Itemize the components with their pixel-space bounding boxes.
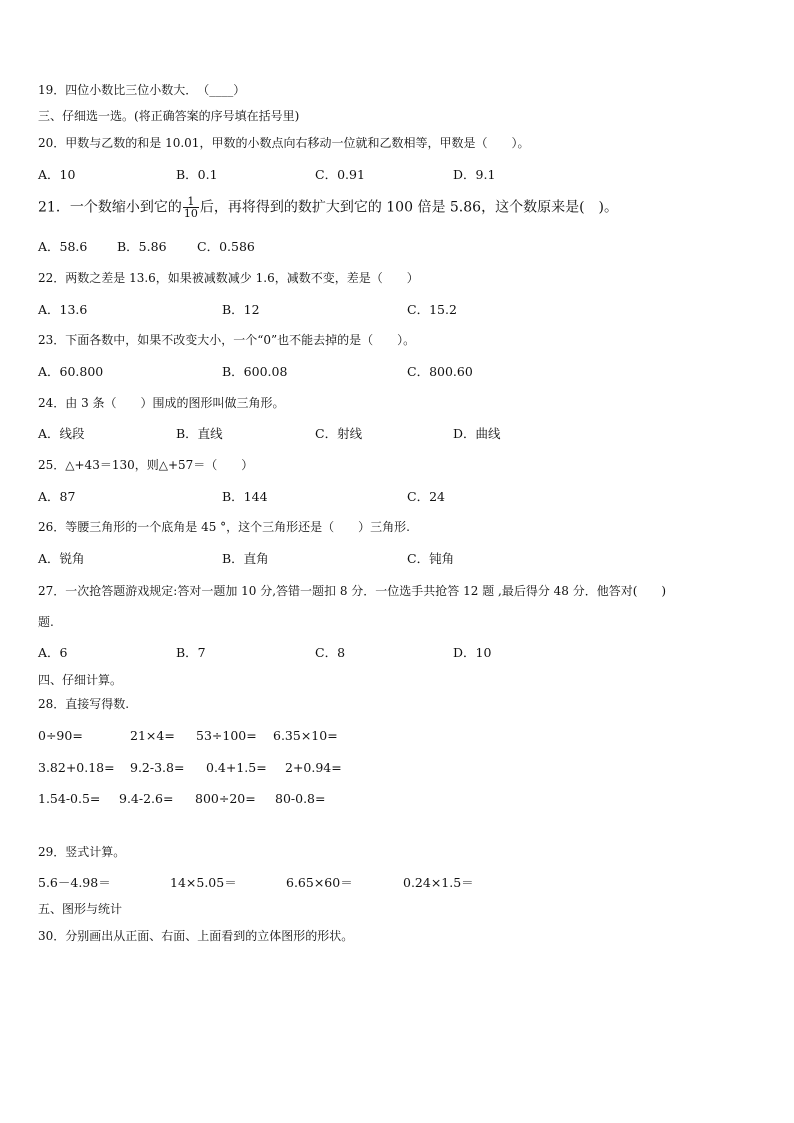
section-3-title: 三、仔细选一选。(将正确答案的序号填在括号里) [38,109,300,123]
q21-option-a: A．58.6 [38,239,88,254]
q25-stem: 25．△+43＝130，则△+57＝（ ） [38,458,254,472]
q24-option-c: C．射线 [315,426,363,441]
q30-text: 30．分别画出从正面、右面、上面看到的立体图形的形状。 [38,929,354,943]
q26-stem: 26．等腰三角形的一个底角是 45 °，这个三角形还是（ ）三角形. [38,520,410,534]
q24-option-d: D．曲线 [453,426,501,441]
q28-item: 0÷90= [38,728,83,743]
q27-option-c: C．8 [315,645,346,660]
q21-fraction [183,196,199,219]
q28-item: 800÷20= [195,791,256,806]
q23-option-b: B．600.08 [222,364,288,379]
q28-item: 9.4-2.6= [119,791,174,806]
q19-text: 19．四位小数比三位小数大． （____） [38,83,246,97]
q22-option-a: A．13.6 [38,302,88,317]
q28-item: 0.4+1.5= [206,760,267,775]
q23-stem: 23．下面各数中，如果不改变大小，一个“0”也不能去掉的是（ ）。 [38,333,416,347]
q22-option-b: B．12 [222,302,260,317]
q28-item: 6.35×10= [273,728,338,743]
q22-option-c: C．15.2 [407,302,457,317]
q23-option-a: A．60.800 [38,364,104,379]
q21-stem-end: 后，再将得到的数扩大到它的 100 倍是 5.86，这个数原来是( )。 [199,199,618,216]
q24-option-a: A．线段 [38,426,85,441]
q29-title: 29．竖式计算。 [38,845,126,859]
q20-option-b: B．0.1 [176,167,218,182]
q21-stem [38,196,618,219]
q21-option-b: B．5.86 [117,239,167,254]
q28-item: 9.2-3.8= [130,760,185,775]
q25-option-b: B．144 [222,489,268,504]
q28-item: 53÷100= [196,728,257,743]
q27-stem-line1: 27．一次抢答题游戏规定:答对一题加 10 分,答错一题扣 8 分．一位选手共抢答 12 题 ,最后得分 48 分．他答对( ) [38,584,667,598]
q21-option-c: C．0.586 [197,239,255,254]
q28-item: 3.82+0.18= [38,760,115,775]
q29-item: 0.24×1.5＝ [403,875,474,890]
q28-item: 1.54-0.5= [38,791,101,806]
q21-fraction-numerator: 1 [183,196,199,208]
q26-option-c: C．钝角 [407,551,455,566]
q27-option-a: A．6 [38,645,68,660]
q25-option-c: C．24 [407,489,445,504]
q24-option-b: B．直线 [176,426,223,441]
q29-item: 14×5.05＝ [170,875,237,890]
q28-item: 2+0.94= [285,760,342,775]
q21-fraction-denominator: 10 [183,207,198,220]
q20-option-c: C．0.91 [315,167,365,182]
q29-item: 5.6－4.98＝ [38,875,111,890]
q24-stem: 24．由 3 条（ ）围成的图形叫做三角形。 [38,396,285,410]
q28-title: 28．直接写得数. [38,697,130,711]
section-5-title: 五、图形与统计 [38,902,123,916]
q20-option-a: A．10 [38,167,76,182]
q22-stem: 22．两数之差是 13.6，如果被减数减少 1.6，减数不变，差是（ ） [38,271,419,285]
q27-stem-line2: 题. [38,615,54,629]
q20-stem: 20．甲数与乙数的和是 10.01，甲数的小数点向右移动一位就和乙数相等，甲数是（ ）。 [38,136,530,150]
q28-item: 80-0.8= [275,791,326,806]
q26-option-a: A．锐角 [38,551,85,566]
q28-item: 21×4= [130,728,175,743]
q26-option-b: B．直角 [222,551,269,566]
q27-option-b: B．7 [176,645,206,660]
q21-stem-start: 21．一个数缩小到它的 [38,199,182,216]
q27-option-d: D．10 [453,645,492,660]
q23-option-c: C．800.60 [407,364,473,379]
q20-option-d: D．9.1 [453,167,496,182]
q25-option-a: A．87 [38,489,76,504]
section-4-title: 四、仔细计算。 [38,673,123,687]
q29-item: 6.65×60＝ [286,875,353,890]
